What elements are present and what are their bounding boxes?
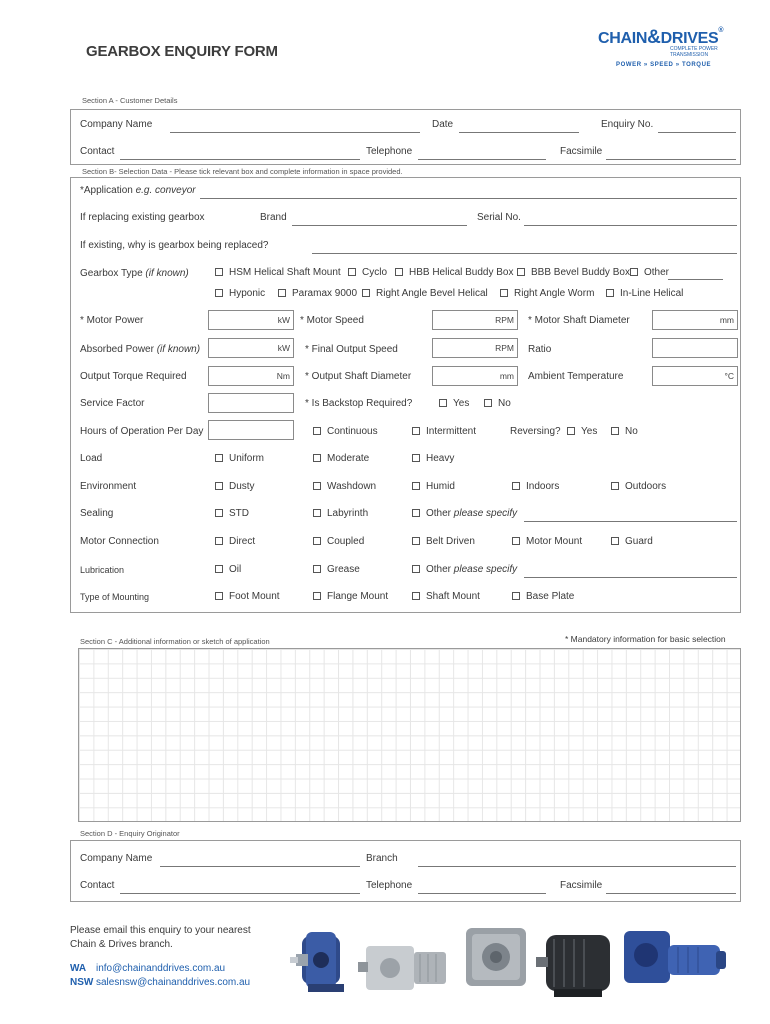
checkbox-grease[interactable]: Grease: [313, 564, 360, 575]
load-label: Load: [80, 453, 103, 464]
checkbox-bbb[interactable]: BBB Bevel Buddy Box: [517, 267, 630, 278]
motor-connection-label: Motor Connection: [80, 536, 159, 547]
checkbox-washdown[interactable]: Washdown: [313, 481, 376, 492]
checkbox-dusty[interactable]: Dusty: [215, 481, 255, 492]
checkbox-inline-helical[interactable]: In-Line Helical: [606, 288, 683, 299]
checkbox-base-plate[interactable]: Base Plate: [512, 591, 574, 602]
motor-speed-label: * Motor Speed: [300, 315, 364, 326]
originator-contact-label: Contact: [80, 880, 115, 891]
backstop-label: * Is Backstop Required?: [305, 398, 413, 409]
facsimile-field[interactable]: [606, 159, 736, 160]
output-shaft-diameter-input[interactable]: mm: [432, 366, 518, 386]
checkbox-outdoors[interactable]: Outdoors: [611, 481, 666, 492]
lubrication-label: Lubrication: [80, 565, 125, 575]
checkbox-other-type[interactable]: Other: [630, 267, 669, 278]
checkbox-backstop-yes[interactable]: Yes: [439, 398, 469, 409]
serial-no-field[interactable]: [524, 225, 737, 226]
replacing-label: If replacing existing gearbox: [80, 212, 205, 223]
originator-telephone-field[interactable]: [418, 893, 546, 894]
form-title: GEARBOX ENQUIRY FORM: [86, 43, 278, 60]
checkbox-belt-driven[interactable]: Belt Driven: [412, 536, 475, 547]
sketch-grid-area[interactable]: [78, 648, 741, 822]
footer-line2: Chain & Drives branch.: [70, 939, 173, 950]
originator-facsimile-field[interactable]: [606, 893, 736, 894]
checkbox-indoors[interactable]: Indoors: [512, 481, 559, 492]
serial-no-label: Serial No.: [477, 212, 521, 223]
originator-company-label: Company Name: [80, 853, 153, 864]
ambient-temperature-label: Ambient Temperature: [528, 371, 624, 382]
motor-power-input[interactable]: kW: [208, 310, 294, 330]
mounting-label: Type of Mounting: [80, 592, 150, 602]
section-a-heading: Section A - Customer Details: [82, 96, 178, 105]
checkbox-cyclo[interactable]: Cyclo: [348, 267, 387, 278]
absorbed-power-input[interactable]: kW: [208, 338, 294, 358]
motor-shaft-diameter-label: * Motor Shaft Diameter: [528, 315, 630, 326]
checkbox-motor-mount[interactable]: Motor Mount: [512, 536, 582, 547]
hours-label: Hours of Operation Per Day: [80, 426, 204, 437]
hours-input[interactable]: [208, 420, 294, 440]
checkbox-shaft-mount[interactable]: Shaft Mount: [412, 591, 480, 602]
contact-field[interactable]: [120, 159, 360, 160]
application-field[interactable]: [200, 198, 737, 199]
cyclo-gearbox-image: [288, 918, 360, 1002]
checkbox-guard[interactable]: Guard: [611, 536, 653, 547]
checkbox-labyrinth[interactable]: Labyrinth: [313, 508, 368, 519]
telephone-field[interactable]: [418, 159, 546, 160]
telephone-label: Telephone: [366, 146, 413, 157]
checkbox-right-angle-worm[interactable]: Right Angle Worm: [500, 288, 594, 299]
final-output-speed-input[interactable]: RPM: [432, 338, 518, 358]
worm-gearbox-image: [462, 922, 530, 992]
other-sealing-field[interactable]: [524, 521, 737, 522]
enquiry-no-field[interactable]: [658, 132, 736, 133]
nsw-email-link[interactable]: salesnsw@chainanddrives.com.au: [96, 977, 251, 988]
why-replaced-field[interactable]: [312, 253, 737, 254]
checkbox-hbb[interactable]: HBB Helical Buddy Box: [395, 267, 514, 278]
checkbox-foot-mount[interactable]: Foot Mount: [215, 591, 280, 602]
output-shaft-diameter-label: * Output Shaft Diameter: [305, 371, 412, 382]
section-d-heading: Section D - Enquiry Originator: [80, 829, 180, 838]
checkbox-flange-mount[interactable]: Flange Mount: [313, 591, 388, 602]
motor-power-label: * Motor Power: [80, 315, 144, 326]
checkbox-intermittent[interactable]: Intermittent: [412, 426, 476, 437]
reversing-label: Reversing?: [510, 426, 561, 437]
wa-email-link[interactable]: info@chainanddrives.com.au: [96, 963, 226, 974]
checkbox-right-angle-bevel[interactable]: Right Angle Bevel Helical: [362, 288, 488, 299]
originator-telephone-label: Telephone: [366, 880, 413, 891]
service-factor-label: Service Factor: [80, 398, 145, 409]
checkbox-paramax[interactable]: Paramax 9000: [278, 288, 357, 299]
checkbox-coupled[interactable]: Coupled: [313, 536, 364, 547]
branch-label: Branch: [366, 853, 398, 864]
sealing-label: Sealing: [80, 508, 114, 519]
checkbox-other-sealing[interactable]: Other please specify: [412, 508, 517, 519]
section-c-heading: Section C - Additional information or sketch of application: [80, 637, 270, 646]
environment-label: Environment: [80, 481, 137, 492]
company-name-label: Company Name: [80, 119, 153, 130]
gearbox-type-label: Gearbox Type (if known): [80, 268, 189, 279]
brand-field[interactable]: [292, 225, 467, 226]
chain-drives-logo: CHAIN&DRIVES® COMPLETE POWER TRANSMISSION POWER » SPEED » TORQUE: [598, 27, 724, 68]
nsw-contact: NSW salesnsw@chainanddrives.com.au: [70, 977, 251, 988]
absorbed-power-label: Absorbed Power (if known): [80, 344, 201, 355]
checkbox-moderate[interactable]: Moderate: [313, 453, 369, 464]
checkbox-std[interactable]: STD: [215, 508, 249, 519]
final-output-speed-label: * Final Output Speed: [305, 344, 398, 355]
why-replaced-label: If existing, why is gearbox being replaced?: [80, 240, 269, 251]
originator-facsimile-label: Facsimile: [560, 880, 603, 891]
checkbox-hsm[interactable]: HSM Helical Shaft Mount: [215, 267, 341, 278]
company-name-field[interactable]: [170, 132, 420, 133]
motor-shaft-diameter-input[interactable]: mm: [652, 310, 738, 330]
wa-contact: WA info@chainanddrives.com.au: [70, 963, 226, 974]
ratio-input[interactable]: [652, 338, 738, 358]
date-label: Date: [432, 119, 454, 130]
checkbox-other-lubrication[interactable]: Other please specify: [412, 564, 517, 575]
output-torque-label: Output Torque Required: [80, 371, 187, 382]
ambient-temperature-input[interactable]: °C: [652, 366, 738, 386]
other-type-field[interactable]: [668, 279, 723, 280]
bevel-gearbox-motor-image: [620, 925, 730, 1003]
date-field[interactable]: [459, 132, 579, 133]
checkbox-uniform[interactable]: Uniform: [215, 453, 264, 464]
facsimile-label: Facsimile: [560, 146, 603, 157]
application-label: *Application e.g. conveyor: [80, 185, 196, 196]
originator-contact-field[interactable]: [120, 893, 360, 894]
mandatory-note: * Mandatory information for basic selection: [565, 634, 726, 644]
inline-helical-image: [356, 932, 456, 1006]
enquiry-no-label: Enquiry No.: [601, 119, 654, 130]
checkbox-continuous[interactable]: Continuous: [313, 426, 378, 437]
branch-field[interactable]: [418, 866, 736, 867]
checkbox-reversing-no[interactable]: No: [611, 426, 638, 437]
service-factor-input[interactable]: [208, 393, 294, 413]
section-b-heading: Section B- Selection Data - Please tick relevant box and complete information in space provided.: [82, 167, 403, 176]
checkbox-backstop-no[interactable]: No: [484, 398, 511, 409]
checkbox-heavy[interactable]: Heavy: [412, 453, 454, 464]
other-lubrication-field[interactable]: [524, 577, 737, 578]
motor-speed-input[interactable]: RPM: [432, 310, 518, 330]
checkbox-reversing-yes[interactable]: Yes: [567, 426, 597, 437]
output-torque-input[interactable]: Nm: [208, 366, 294, 386]
originator-company-field[interactable]: [160, 866, 360, 867]
checkbox-humid[interactable]: Humid: [412, 481, 455, 492]
footer-line1: Please email this enquiry to your nearest: [70, 925, 251, 936]
checkbox-direct[interactable]: Direct: [215, 536, 255, 547]
electric-motor-image: [534, 925, 618, 1005]
brand-label: Brand: [260, 212, 287, 223]
ratio-label: Ratio: [528, 344, 552, 355]
checkbox-oil[interactable]: Oil: [215, 564, 241, 575]
contact-label: Contact: [80, 146, 115, 157]
checkbox-hyponic[interactable]: Hyponic: [215, 288, 265, 299]
